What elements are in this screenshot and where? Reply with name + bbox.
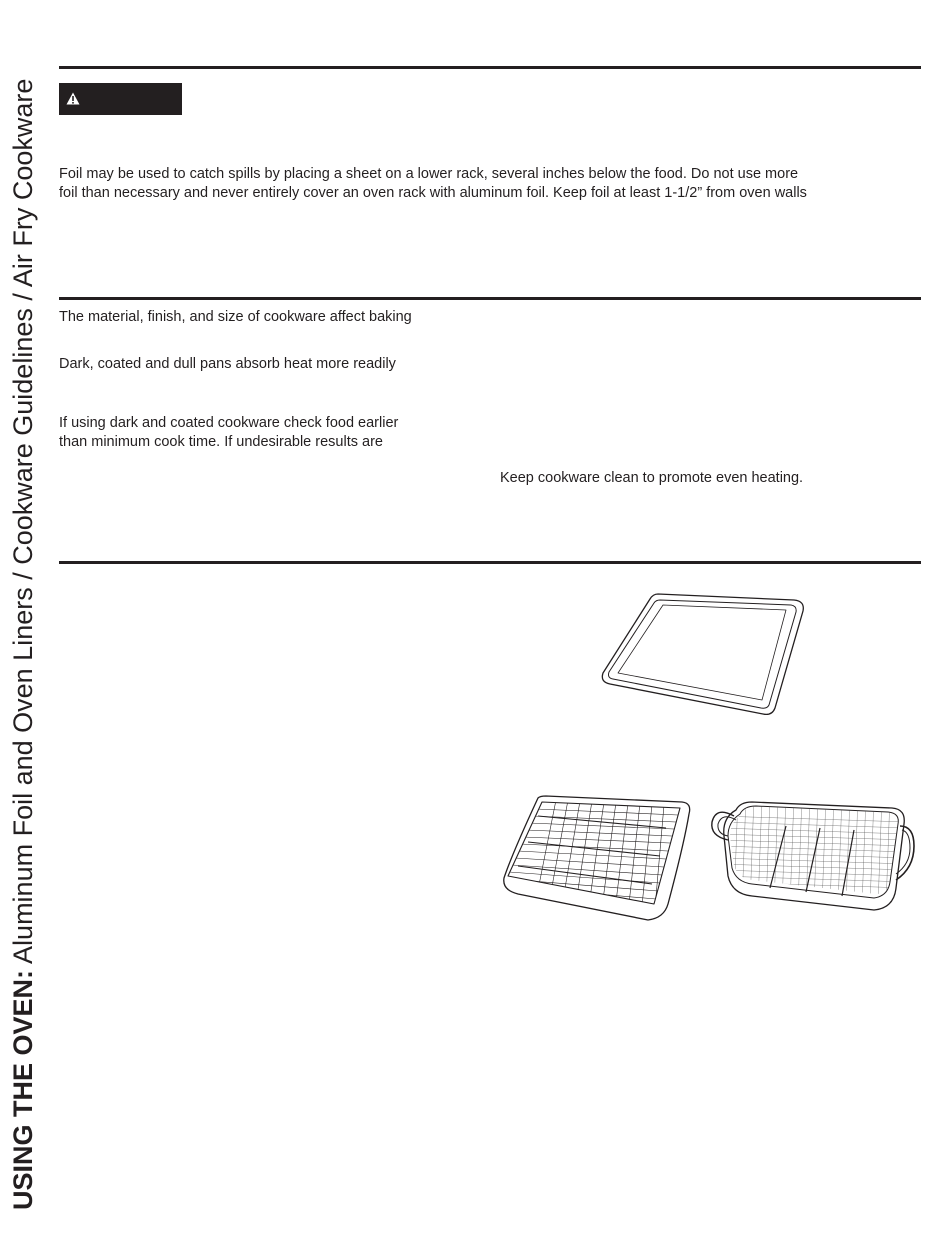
air-fry-basket-illustration	[708, 796, 920, 922]
side-title	[3, 20, 43, 1210]
side-title-topics: Aluminum Foil and Oven Liners / Cookware Guidelines / Air Fry Cookware	[8, 78, 38, 970]
section-divider-air-fry	[59, 561, 921, 564]
cookware-paragraph-2: Dark, coated and dull pans absorb heat more readily	[59, 356, 396, 372]
section-divider-top	[59, 66, 921, 69]
cookware-paragraph-3-line-1: If using dark and coated cookware check food earlier	[59, 415, 399, 431]
section-divider-cookware	[59, 297, 921, 300]
cookware-paragraph-1: The material, finish, and size of cookware affect baking	[59, 309, 412, 325]
baking-sheet-illustration	[598, 590, 810, 718]
foil-text-line-1: Foil may be used to catch spills by placing a sheet on a lower rack, several inches below the food. Do not use more	[59, 166, 799, 182]
warning-label	[59, 83, 182, 115]
warning-triangle-icon	[66, 92, 80, 105]
foil-text-line-2: foil than necessary and never entirely cover an oven rack with aluminum foil. Keep foil at least 1-1/2” from oven walls	[59, 185, 807, 201]
side-title-section: USING THE OVEN:	[8, 969, 38, 1210]
rack-on-sheet-illustration	[498, 794, 694, 926]
cookware-paragraph-4: Keep cookware clean to promote even heating.	[500, 470, 804, 486]
cookware-paragraph-3-line-2: than minimum cook time. If undesirable results are	[59, 434, 383, 450]
